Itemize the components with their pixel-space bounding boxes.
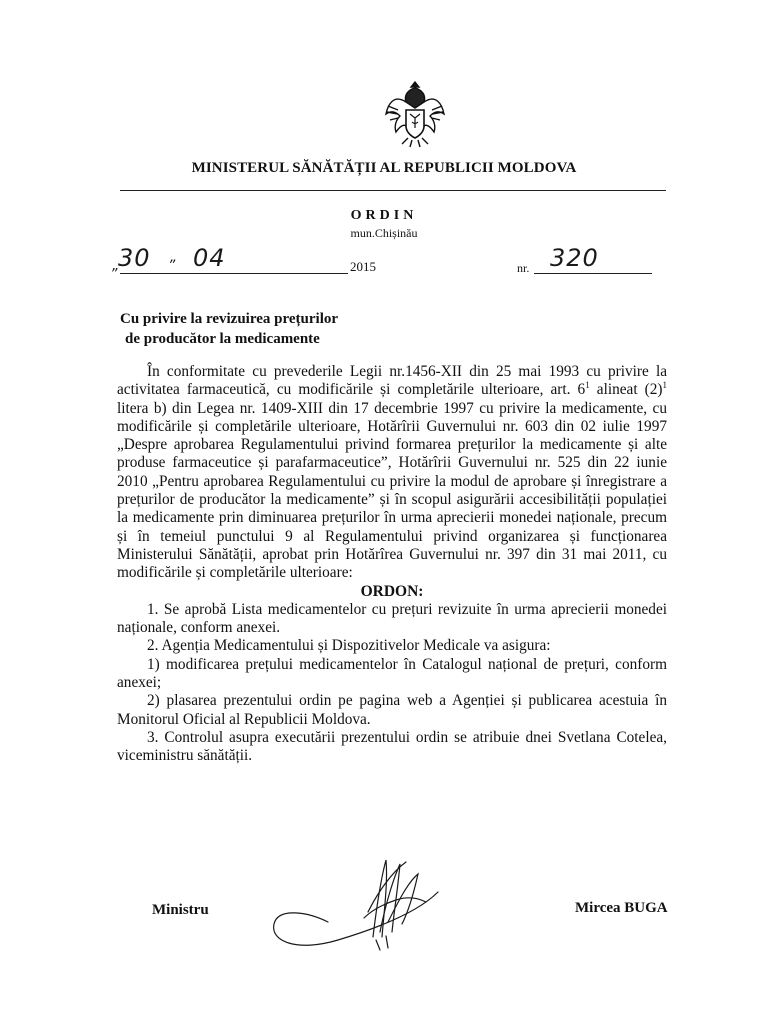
preamble-text-3: litera b) din Legea nr. 1409-XIII din 17 decembrie 1997 cu privire la medicamente, cu modificările și completările ulterioare, Hotărîrii Guvernului nr. 603 din 02 iulie 1997 „Despre aprobarea Regulamentului privind formarea prețurilor la medicamente și alte produse farmaceutice și parafarmaceutice”, Hotărîrii Guvernului nr. 525 din 22 iunie 2010 „Pentru aprobarea Regulamentului cu privire la modul de aprobare și înregistrare a prețurilor de producător la medicamente” și în scopul asigurării accesibilității populației la medicamente prin diminuarea prețurilor în urma aprecierii monedei naționale, precum și în temeiul punctului 9 al Regulamentului privind organizarea și funcționarea Ministerului Sănătății, aprobat prin Hotărîrea Guvernului nr. 397 din 31 mai 2011, cu modificările și completările ulterioare: [117,399,667,582]
order-number-label: nr. [517,261,530,275]
document-type-title: ORDIN [350,208,418,223]
preamble-paragraph [117,363,667,583]
ministry-name: MINISTERUL SĂNĂTĂȚII AL REPUBLICII MOLDOVA [191,160,577,176]
handwritten-signature [268,852,458,957]
order-item-2: 2. Agenția Medicamentului și Dispozitivelor Medicale va asigura: [147,637,551,655]
number-underline [534,273,652,274]
preamble-text-1: În conformitate cu prevederile Legii nr.1456-XII din 25 mai 1993 cu privire la activitatea farmaceutică, cu modificările și completările ulterioare, art. 6 [117,363,667,399]
order-item-1: 1. Se aprobă Lista medicamentelor cu prețuri revizuite în urma aprecierii monedei naționale, conform anexei. [117,600,667,637]
date-quote-close: ” [168,258,177,274]
order-item-3: 3. Controlul asupra executării prezentului ordin se atribuie dnei Svetlana Cotelea, viceministru sănătății. [117,728,667,765]
preamble-text-2: alineat (2) [589,381,663,399]
order-number: 320 [550,244,599,272]
ordon-heading: ORDON: [360,582,424,600]
paragraph-superscript: 1 [662,380,667,391]
subject-line-1: Cu privire la revizuirea prețurilor [120,311,339,327]
order-body [117,363,667,766]
order-item-2-2: 2) plasarea prezentului ordin pe pagina web a Agenției și publicarea acestuia în Monitorul Oficial al Republicii Moldova. [117,692,667,728]
date-quote-open: „ [112,258,121,274]
issuing-city: mun.Chișinău [350,226,418,240]
order-day: 30 [118,244,151,272]
order-item-2-1: 1) modificarea prețului medicamentelor în Catalogul național de prețuri, conform anexei; [117,655,667,692]
coat-of-arms-icon [382,80,448,148]
order-year: 2015 [350,259,376,274]
subject-line-2: de producător la medicamente [125,331,320,347]
date-underline [120,273,348,274]
signatory-name: Mircea BUGA [575,900,668,916]
signatory-title: Ministru [152,902,209,918]
header-divider [120,190,666,191]
article-superscript: 1 [585,380,590,391]
order-month: 04 [193,244,226,272]
